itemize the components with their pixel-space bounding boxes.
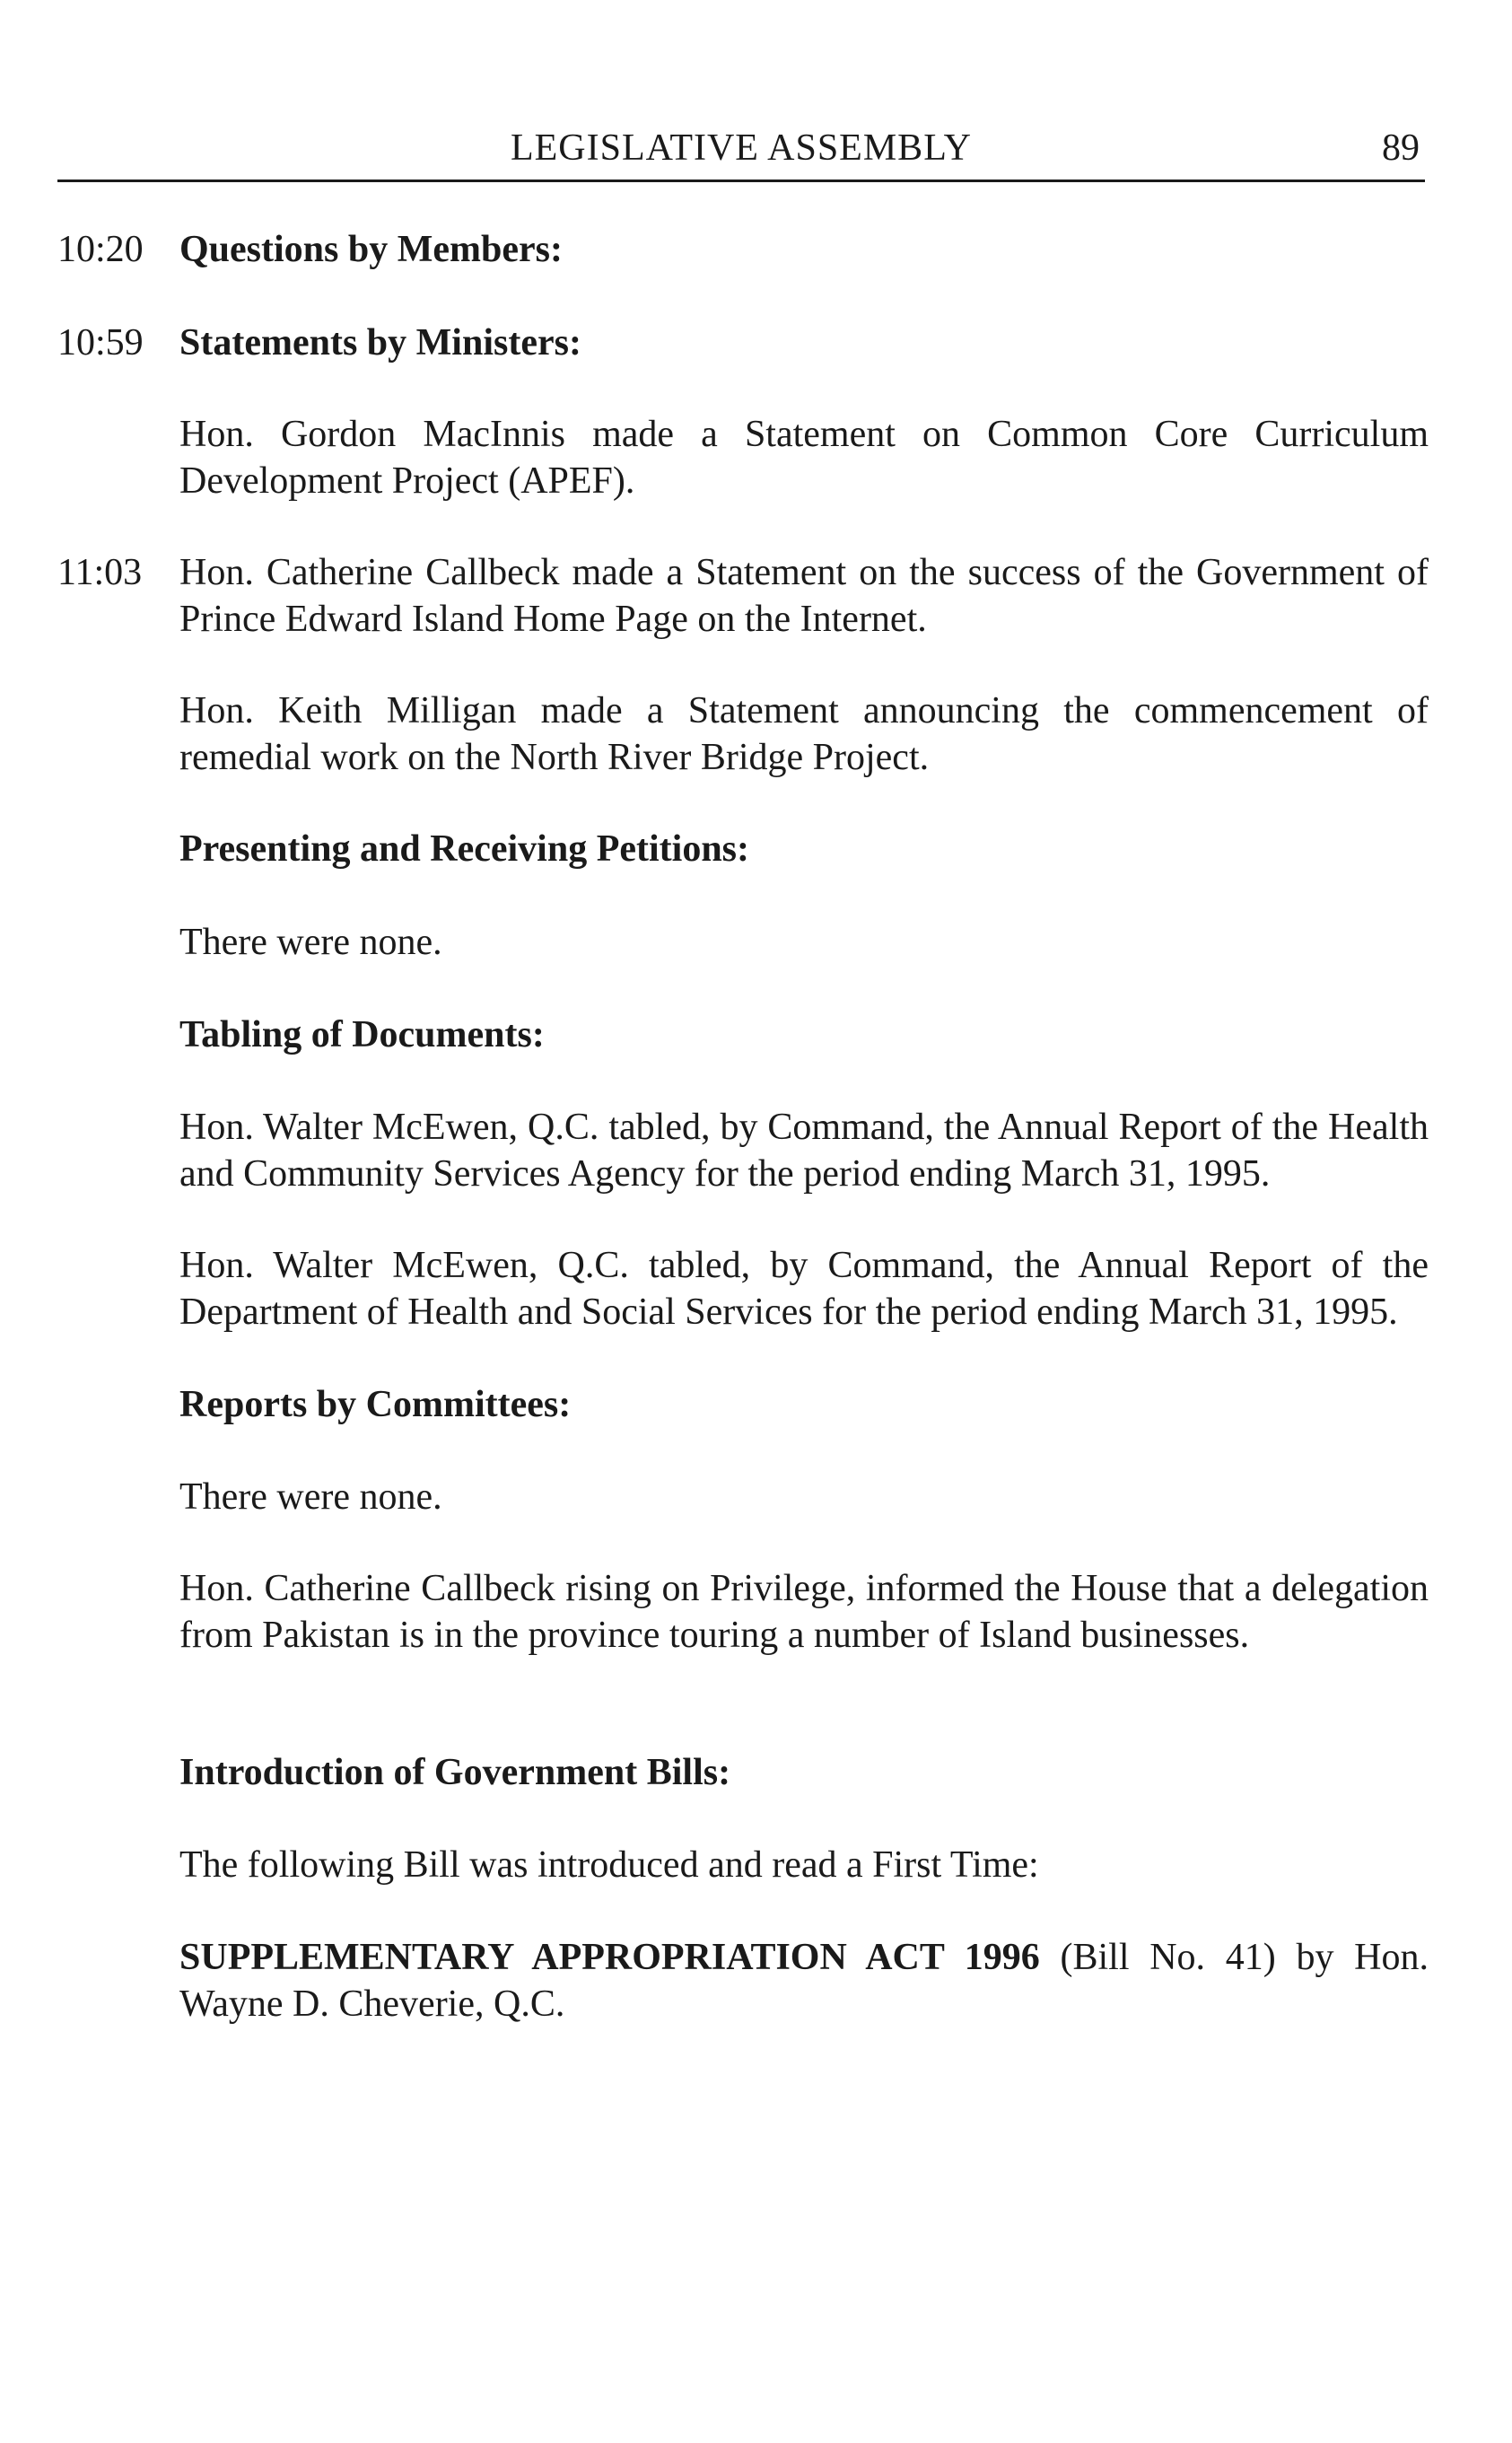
paragraph-bill-entry <box>179 1934 1429 2027</box>
time-stamp: 11:03 <box>57 552 143 593</box>
paragraph-privilege-callbeck: Hon. Catherine Callbeck rising on Privilege, informed the House that a delegation from Pakistan is in the province touring a number of Island businesses. <box>179 1568 1429 1656</box>
paragraph-statement-macinnis: Hon. Gordon MacInnis made a Statement on Common Core Curriculum Development Project (APEF). <box>179 414 1429 502</box>
paragraph-bill-intro: The following Bill was introduced and read a First Time: <box>179 1844 1039 1886</box>
section-heading-committees: Reports by Committees: <box>179 1384 572 1425</box>
bill-title: SUPPLEMENTARY APPROPRIATION ACT 1996 <box>179 1937 1040 1978</box>
header-title: LEGISLATIVE ASSEMBLY <box>511 127 972 169</box>
section-heading-statements: Statements by Ministers: <box>179 322 581 363</box>
paragraph-statement-callbeck: Hon. Catherine Callbeck made a Statement on the success of the Government of Prince Edward Island Home Page on the Internet. <box>179 552 1429 640</box>
page-number: 89 <box>1382 127 1420 169</box>
section-heading-tabling: Tabling of Documents: <box>179 1014 545 1055</box>
paragraph-petitions-none: There were none. <box>179 922 442 963</box>
bill-details: (Bill No. 41) by Hon. Wayne D. Cheverie, Q.C. <box>179 1937 1429 2025</box>
section-heading-petitions: Presenting and Receiving Petitions: <box>179 828 750 870</box>
paragraph-tabling-health-department: Hon. Walter McEwen, Q.C. tabled, by Command, the Annual Report of the Department of Health and Social Services for the period ending March 31, 1995. <box>179 1245 1429 1333</box>
section-heading-questions: Questions by Members: <box>179 229 563 270</box>
paragraph-tabling-health-agency: Hon. Walter McEwen, Q.C. tabled, by Command, the Annual Report of the Health and Community Services Agency for the period ending March 31, 1995. <box>179 1107 1429 1195</box>
paragraph-statement-milligan: Hon. Keith Milligan made a Statement announcing the commencement of remedial work on the North River Bridge Project. <box>179 690 1429 778</box>
time-stamp: 10:20 <box>57 229 144 270</box>
page-header <box>57 126 1425 182</box>
paragraph-committees-none: There were none. <box>179 1476 442 1518</box>
section-heading-government-bills: Introduction of Government Bills: <box>179 1752 731 1793</box>
time-stamp: 10:59 <box>57 322 144 363</box>
